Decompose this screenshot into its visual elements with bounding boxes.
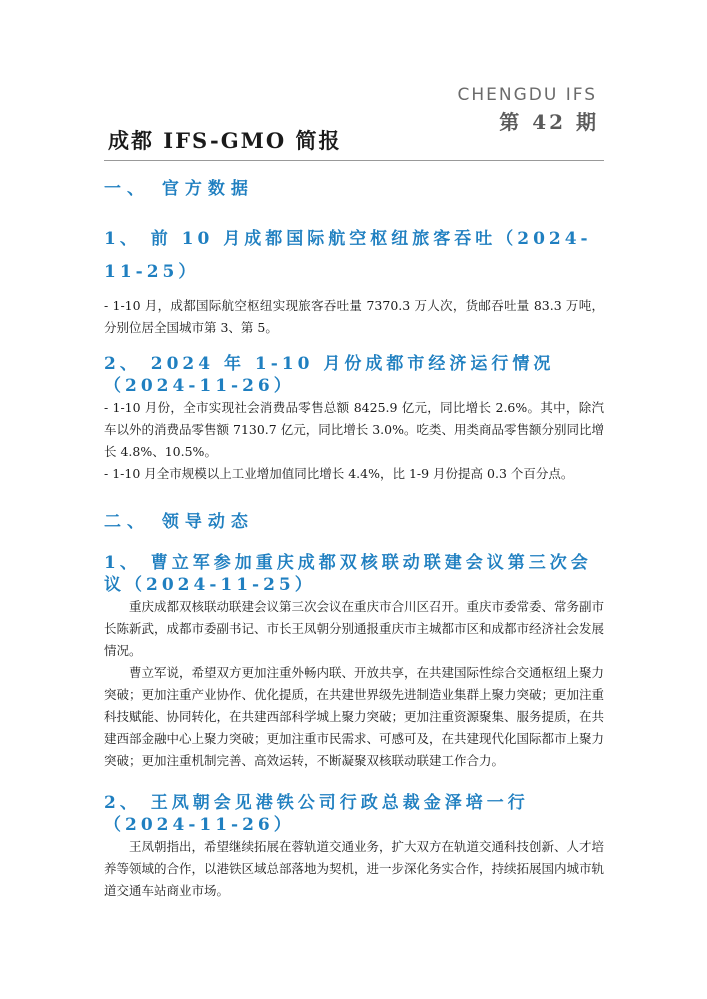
paragraph-airport-traffic: - 1-10 月，成都国际航空枢纽实现旅客吞吐量 7370.3 万人次，货邮吞吐量 83.3 万吨，分别位居全国城市第 3、第 5。 — [104, 298, 604, 335]
document-title: 成都 IFS-GMO 简报 — [108, 128, 342, 153]
item-heading-mtr-meeting: 2、 王凤朝会见港铁公司行政总裁金泽培一行（2024-11-26） — [104, 793, 529, 835]
title-divider — [104, 160, 604, 161]
section-heading-leadership-news: 二、 领导动态 — [104, 512, 254, 532]
paragraph-industrial-output: - 1-10 月全市规模以上工业增加值同比增长 4.4%，比 1-9 月份提高 0.3 个百分点。 — [104, 466, 574, 481]
paragraph-meeting-remarks: 曹立军说，希望双方更加注重外畅内联、开放共享，在共建国际性综合交通枢纽上聚力突破；更加注重产业协作、优化提质，在共建世界级先进制造业集群上聚力突破；更加注重科技赋能、协同转化，在共建西部科学城上聚力突破；更加注重资源聚集、服务提质，在共建西部金融中心上聚力突破；更加注重市民需求、可感可及，在共建现代化国际都市上聚力突破；更加注重机制完善、高效运转，不断凝聚双核联动联建工作合力。 — [104, 665, 605, 768]
brand-wordmark: CHENGDU IFS — [457, 85, 597, 105]
item-heading-economic-performance: 2、 2024 年 1-10 月份成都市经济运行情况（2024-11-26） — [104, 354, 555, 396]
paragraph-retail-sales: - 1-10 月份，全市实现社会消费品零售总额 8425.9 亿元，同比增长 2.6%。其中，除汽车以外的消费品零售额 7130.7 亿元，同比增长 3.0%。吃类、用类商品零售额分别同比增长 4.8%、10.5%。 — [104, 400, 604, 459]
section-heading-official-data: 一、 官方数据 — [104, 179, 254, 199]
item-heading-chongqing-chengdu-meeting: 1、 曹立军参加重庆成都双核联动联建会议第三次会议（2024-11-25） — [104, 553, 592, 595]
issue-number: 第 42 期 — [499, 110, 599, 134]
paragraph-mtr-meeting: 王凤朝指出，希望继续拓展在蓉轨道交通业务，扩大双方在轨道交通科技创新、人才培养等领域的合作，以港铁区域总部落地为契机，进一步深化务实合作，持续拓展国内城市轨道交通车站商业市场。 — [104, 839, 605, 898]
paragraph-meeting-intro: 重庆成都双核联动联建会议第三次会议在重庆市合川区召开。重庆市委常委、常务副市长陈新武，成都市委副书记、市长王凤朝分别通报重庆市主城都市区和成都市经济社会发展情况。 — [104, 599, 605, 658]
item-heading-airport-traffic: 1、 前 10 月成都国际航空枢纽旅客吞吐（2024-11-25） — [104, 229, 592, 282]
document-body — [104, 170, 604, 902]
